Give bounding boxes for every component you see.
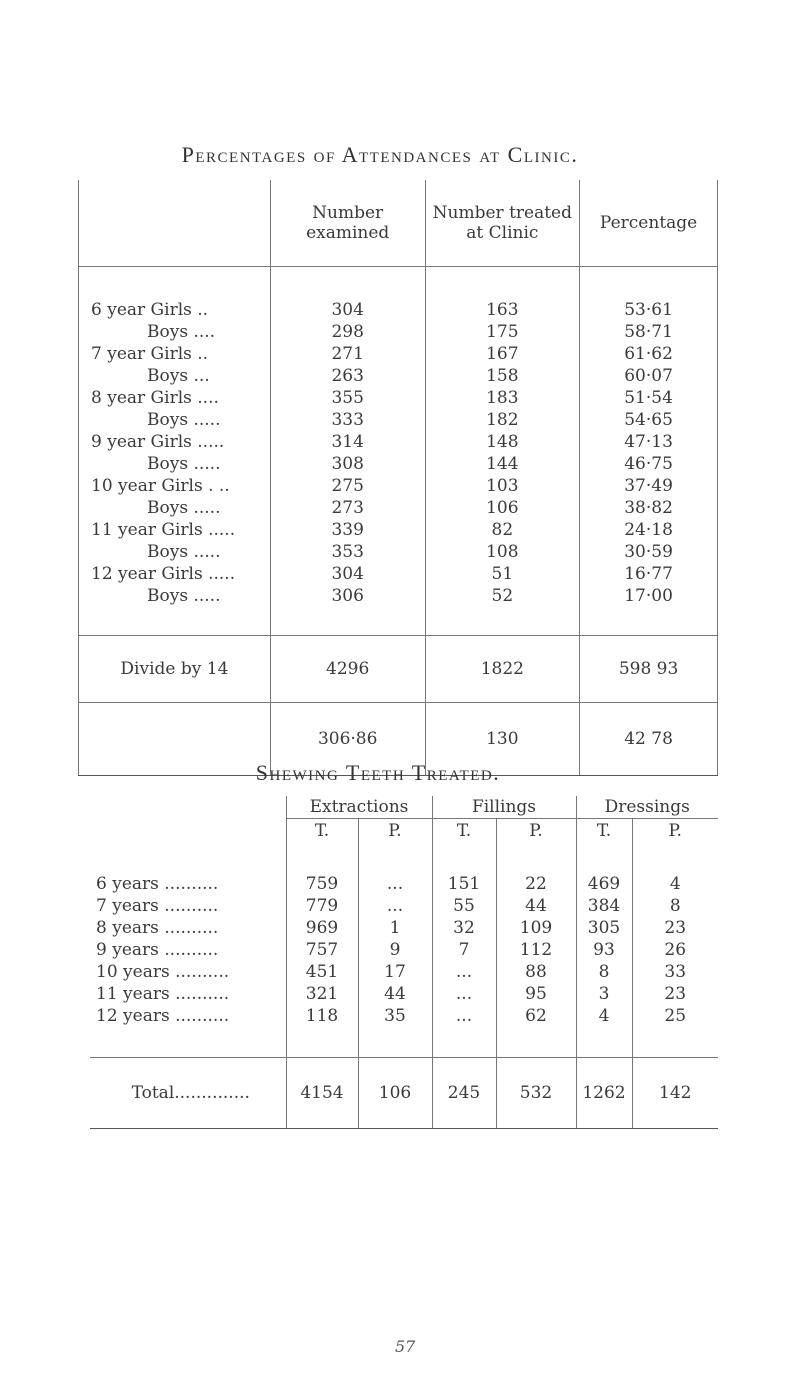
group-header-row bbox=[90, 796, 718, 819]
cell-extractions-t: 451 bbox=[286, 961, 358, 983]
row-treated: 148 bbox=[425, 431, 580, 453]
row-percentage: 24·18 bbox=[580, 519, 718, 541]
row-examined: 355 bbox=[270, 387, 425, 409]
cell-fillings-p: 44 bbox=[496, 895, 576, 917]
row-treated: 163 bbox=[425, 299, 580, 321]
row-examined: 273 bbox=[270, 497, 425, 519]
cell-fillings-t: 55 bbox=[432, 895, 496, 917]
total-examined: 4296 bbox=[270, 636, 425, 703]
table-header-row bbox=[79, 180, 718, 267]
attendance-percentage-table bbox=[78, 180, 718, 776]
page-number: 57 bbox=[395, 1337, 416, 1356]
subheader-extractions-t: T. bbox=[286, 819, 358, 844]
row-label: 7 years .......... bbox=[96, 896, 219, 916]
row-treated: 108 bbox=[425, 541, 580, 563]
row-examined: 339 bbox=[270, 519, 425, 541]
table-row bbox=[90, 983, 718, 1005]
row-treated: 106 bbox=[425, 497, 580, 519]
teeth-treated-table bbox=[90, 796, 718, 1129]
table-row bbox=[79, 475, 718, 497]
cell-fillings-t: ... bbox=[432, 983, 496, 1005]
row-treated: 182 bbox=[425, 409, 580, 431]
table-row bbox=[79, 563, 718, 585]
row-examined: 308 bbox=[270, 453, 425, 475]
total-row bbox=[90, 1058, 718, 1129]
row-label: 11 year Girls ..... bbox=[79, 519, 271, 541]
cell-extractions-t: 321 bbox=[286, 983, 358, 1005]
row-treated: 175 bbox=[425, 321, 580, 343]
row-label: 6 years .......... bbox=[96, 874, 219, 894]
total-fillings-p: 532 bbox=[496, 1058, 576, 1129]
total-label: Total.............. bbox=[90, 1058, 286, 1129]
cell-extractions-p: ... bbox=[358, 895, 432, 917]
cell-fillings-p: 109 bbox=[496, 917, 576, 939]
cell-extractions-t: 757 bbox=[286, 939, 358, 961]
cell-extractions-p: 17 bbox=[358, 961, 432, 983]
row-percentage: 58·71 bbox=[580, 321, 718, 343]
header-percentage: Percentage bbox=[580, 180, 718, 267]
row-treated: 158 bbox=[425, 365, 580, 387]
table-row bbox=[79, 431, 718, 453]
subheader-fillings-p: P. bbox=[496, 819, 576, 844]
header-blank bbox=[79, 180, 271, 267]
table-row bbox=[79, 497, 718, 519]
total-percentage: 598 93 bbox=[580, 636, 718, 703]
row-examined: 314 bbox=[270, 431, 425, 453]
row-percentage: 16·77 bbox=[580, 563, 718, 585]
subheader-fillings-t: T. bbox=[432, 819, 496, 844]
total-dressings-p: 142 bbox=[632, 1058, 718, 1129]
cell-extractions-t: 779 bbox=[286, 895, 358, 917]
table-row bbox=[90, 961, 718, 983]
cell-fillings-p: 95 bbox=[496, 983, 576, 1005]
row-label: Boys .... bbox=[79, 321, 271, 343]
table-row bbox=[79, 365, 718, 387]
header-extractions: Extractions bbox=[286, 796, 432, 819]
row-examined: 275 bbox=[270, 475, 425, 497]
table-row bbox=[90, 1005, 718, 1027]
cell-fillings-t: 151 bbox=[432, 873, 496, 895]
row-percentage: 37·49 bbox=[580, 475, 718, 497]
total-dressings-t: 1262 bbox=[576, 1058, 632, 1129]
total-extractions-p: 106 bbox=[358, 1058, 432, 1129]
cell-extractions-p: 35 bbox=[358, 1005, 432, 1027]
subheader-extractions-p: P. bbox=[358, 819, 432, 844]
cell-fillings-p: 88 bbox=[496, 961, 576, 983]
row-percentage: 38·82 bbox=[580, 497, 718, 519]
table-row bbox=[90, 939, 718, 961]
page-title: Percentages of Attendances at Clinic. bbox=[181, 142, 579, 167]
cell-dressings-p: 25 bbox=[632, 1005, 718, 1027]
row-label: 9 year Girls ..... bbox=[79, 431, 271, 453]
row-label: Boys ... bbox=[79, 365, 271, 387]
row-label: 10 years .......... bbox=[96, 962, 230, 982]
cell-extractions-p: 9 bbox=[358, 939, 432, 961]
row-label: 11 years .......... bbox=[96, 984, 230, 1004]
cell-extractions-t: 118 bbox=[286, 1005, 358, 1027]
cell-dressings-t: 8 bbox=[576, 961, 632, 983]
total-label: Divide by 14 bbox=[79, 636, 271, 703]
row-treated: 51 bbox=[425, 563, 580, 585]
table-row bbox=[79, 343, 718, 365]
cell-fillings-t: 32 bbox=[432, 917, 496, 939]
row-percentage: 61·62 bbox=[580, 343, 718, 365]
cell-extractions-p: ... bbox=[358, 873, 432, 895]
total-fillings-t: 245 bbox=[432, 1058, 496, 1129]
row-examined: 304 bbox=[270, 563, 425, 585]
cell-dressings-p: 23 bbox=[632, 917, 718, 939]
row-treated: 52 bbox=[425, 585, 580, 607]
table-row bbox=[90, 895, 718, 917]
cell-fillings-t: 7 bbox=[432, 939, 496, 961]
row-label: 12 years .......... bbox=[96, 1006, 230, 1026]
row-examined: 333 bbox=[270, 409, 425, 431]
table-row bbox=[79, 387, 718, 409]
cell-fillings-t: ... bbox=[432, 1005, 496, 1027]
cell-dressings-p: 4 bbox=[632, 873, 718, 895]
row-percentage: 60·07 bbox=[580, 365, 718, 387]
row-label: 6 year Girls .. bbox=[79, 299, 271, 321]
row-label: 8 years .......... bbox=[96, 918, 219, 938]
subheader-dressings-t: T. bbox=[576, 819, 632, 844]
cell-fillings-p: 22 bbox=[496, 873, 576, 895]
cell-dressings-p: 8 bbox=[632, 895, 718, 917]
row-examined: 353 bbox=[270, 541, 425, 563]
row-treated: 183 bbox=[425, 387, 580, 409]
row-treated: 103 bbox=[425, 475, 580, 497]
row-label: 9 years .......... bbox=[96, 940, 219, 960]
header-dressings: Dressings bbox=[576, 796, 718, 819]
average-percentage: 42 78 bbox=[580, 703, 718, 776]
table-row bbox=[79, 541, 718, 563]
total-treated: 1822 bbox=[425, 636, 580, 703]
header-fillings: Fillings bbox=[432, 796, 576, 819]
cell-fillings-p: 112 bbox=[496, 939, 576, 961]
row-label: 12 year Girls ..... bbox=[79, 563, 271, 585]
cell-extractions-t: 759 bbox=[286, 873, 358, 895]
cell-dressings-t: 4 bbox=[576, 1005, 632, 1027]
row-treated: 167 bbox=[425, 343, 580, 365]
cell-dressings-p: 23 bbox=[632, 983, 718, 1005]
row-percentage: 54·65 bbox=[580, 409, 718, 431]
cell-dressings-t: 305 bbox=[576, 917, 632, 939]
cell-extractions-p: 1 bbox=[358, 917, 432, 939]
row-percentage: 47·13 bbox=[580, 431, 718, 453]
row-label: Boys ..... bbox=[79, 453, 271, 475]
table-row bbox=[79, 409, 718, 431]
row-label: 7 year Girls .. bbox=[79, 343, 271, 365]
table-row bbox=[79, 453, 718, 475]
cell-dressings-p: 26 bbox=[632, 939, 718, 961]
subheader-dressings-p: P. bbox=[632, 819, 718, 844]
row-treated: 144 bbox=[425, 453, 580, 475]
row-percentage: 46·75 bbox=[580, 453, 718, 475]
row-label: 10 year Girls . .. bbox=[79, 475, 271, 497]
row-examined: 298 bbox=[270, 321, 425, 343]
cell-extractions-p: 44 bbox=[358, 983, 432, 1005]
table-row bbox=[79, 321, 718, 343]
row-percentage: 53·61 bbox=[580, 299, 718, 321]
total-row bbox=[79, 636, 718, 703]
table-row bbox=[79, 299, 718, 321]
cell-extractions-t: 969 bbox=[286, 917, 358, 939]
cell-dressings-t: 93 bbox=[576, 939, 632, 961]
row-percentage: 17·00 bbox=[580, 585, 718, 607]
table-row bbox=[79, 585, 718, 607]
header-blank bbox=[90, 796, 286, 843]
section-title: Shewing Teeth Treated. bbox=[255, 760, 501, 785]
row-examined: 304 bbox=[270, 299, 425, 321]
cell-dressings-p: 33 bbox=[632, 961, 718, 983]
row-label: Boys ..... bbox=[79, 585, 271, 607]
header-treated: Number treated at Clinic bbox=[425, 180, 580, 267]
row-label: Boys ..... bbox=[79, 409, 271, 431]
row-examined: 306 bbox=[270, 585, 425, 607]
total-extractions-t: 4154 bbox=[286, 1058, 358, 1129]
cell-dressings-t: 384 bbox=[576, 895, 632, 917]
average-treated: 130 bbox=[425, 703, 580, 776]
cell-fillings-p: 62 bbox=[496, 1005, 576, 1027]
cell-dressings-t: 469 bbox=[576, 873, 632, 895]
row-percentage: 51·54 bbox=[580, 387, 718, 409]
table-row bbox=[90, 917, 718, 939]
row-label: Boys ..... bbox=[79, 497, 271, 519]
row-percentage: 30·59 bbox=[580, 541, 718, 563]
row-treated: 82 bbox=[425, 519, 580, 541]
cell-dressings-t: 3 bbox=[576, 983, 632, 1005]
cell-fillings-t: ... bbox=[432, 961, 496, 983]
row-examined: 271 bbox=[270, 343, 425, 365]
average-examined: 306·86 bbox=[270, 703, 425, 776]
table-row bbox=[90, 873, 718, 895]
header-examined: Number examined bbox=[270, 180, 425, 267]
row-examined: 263 bbox=[270, 365, 425, 387]
row-label: Boys ..... bbox=[79, 541, 271, 563]
table-row bbox=[79, 519, 718, 541]
row-label: 8 year Girls .... bbox=[79, 387, 271, 409]
